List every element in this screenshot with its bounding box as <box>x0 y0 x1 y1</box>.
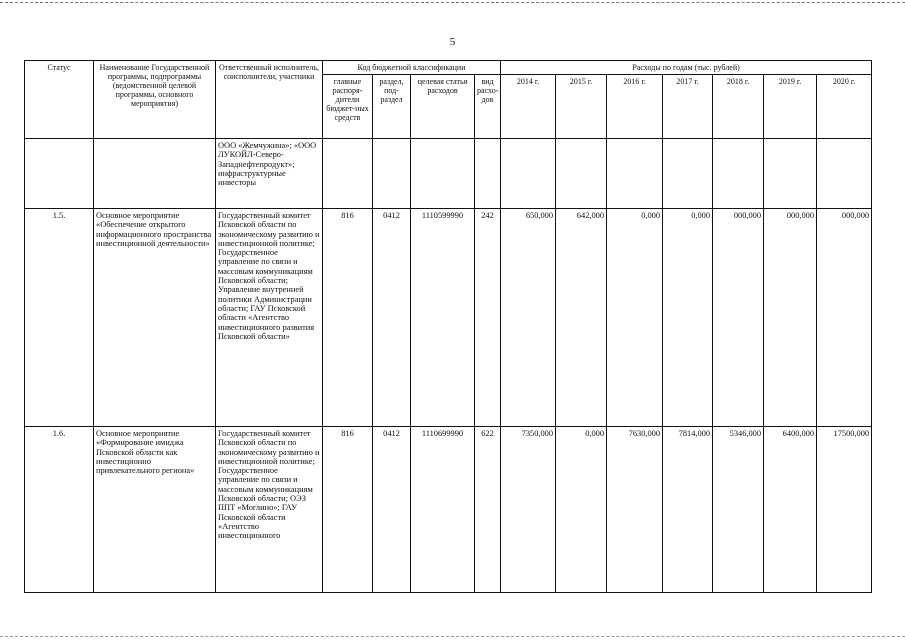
cell-year-value: 650,000 <box>501 209 556 427</box>
cell-year-value: 7350,000 <box>501 427 556 593</box>
header-year: 2016 г. <box>607 75 663 139</box>
header-year: 2019 г. <box>764 75 817 139</box>
cell-target: 1110699990 <box>411 427 475 593</box>
cell-grbs: 816 <box>323 209 373 427</box>
cell-year-value <box>501 139 556 209</box>
header-target: целевая статья расходов <box>411 75 475 139</box>
cell-year-value: 0,000 <box>663 209 713 427</box>
cell-type: 622 <box>475 427 501 593</box>
cell-year-value <box>607 139 663 209</box>
cell-year-value: 7814,000 <box>663 427 713 593</box>
cell-status: 1.6. <box>25 427 94 593</box>
cell-year-value <box>556 139 607 209</box>
header-status: Статус <box>25 61 94 139</box>
header-year: 2015 г. <box>556 75 607 139</box>
page-number: 5 <box>449 36 456 48</box>
cell-section: 0412 <box>373 209 411 427</box>
cell-status <box>25 139 94 209</box>
cell-year-value: 0,000 <box>556 427 607 593</box>
scan-edge-bottom <box>0 636 905 637</box>
cell-type <box>475 139 501 209</box>
cell-year-value <box>764 139 817 209</box>
cell-target: 1110599990 <box>411 209 475 427</box>
table-row <box>25 209 872 427</box>
cell-year-value <box>713 139 764 209</box>
cell-year-value: 642,000 <box>556 209 607 427</box>
header-responsible: Ответственный исполнитель, соисполнители, участники <box>216 61 323 139</box>
cell-name <box>94 139 216 209</box>
header-year: 2014 г. <box>501 75 556 139</box>
header-year: 2020 г. <box>817 75 872 139</box>
cell-responsible: ООО «Жемчужина»; «ООО ЛУКОЙЛ-Северо-Западнефтепродукт»; инфраструктурные инвесторы <box>216 139 323 209</box>
cell-year-value: 000,000 <box>817 209 872 427</box>
cell-grbs: 816 <box>323 427 373 593</box>
cell-target <box>411 139 475 209</box>
cell-year-value: 5346,000 <box>713 427 764 593</box>
table-row <box>25 139 872 209</box>
cell-year-value: 0,000 <box>607 209 663 427</box>
cell-year-value: 17500,000 <box>817 427 872 593</box>
header-name: Наименование Государственной программы, подпрограммы (ведомственной целевой программы, основного мероприятия) <box>94 61 216 139</box>
header-type: вид расхо-дов <box>475 75 501 139</box>
header-section: раздел, под-раздел <box>373 75 411 139</box>
table-row <box>25 427 872 593</box>
cell-status: 1.5. <box>25 209 94 427</box>
cell-section: 0412 <box>373 427 411 593</box>
header-expenses: Расходы по годам (тыс. рублей) <box>501 61 872 75</box>
scan-edge-top <box>0 2 905 3</box>
cell-year-value <box>663 139 713 209</box>
cell-year-value <box>817 139 872 209</box>
cell-section <box>373 139 411 209</box>
cell-responsible: Государственный комитет Псковской области по экономическому развитию и инвестиционной политике; Государственное управление по связи и массовым коммуникациям Псковской области; ОЭЗ ППТ «Моглино»; ГАУ Псковской области «Агентство инвестиционного <box>216 427 323 593</box>
cell-year-value: 000,000 <box>713 209 764 427</box>
budget-table <box>24 60 872 593</box>
cell-year-value: 000,000 <box>764 209 817 427</box>
header-grbs: главные распоря-дители бюджет-ных средств <box>323 75 373 139</box>
header-year: 2018 г. <box>713 75 764 139</box>
cell-name: Основное мероприятие «Формирование имиджа Псковской области как инвестиционно привлекательного региона» <box>94 427 216 593</box>
cell-type: 242 <box>475 209 501 427</box>
header-budget-code: Код бюджетной классификации <box>323 61 501 75</box>
header-year: 2017 г. <box>663 75 713 139</box>
cell-year-value: 6400,000 <box>764 427 817 593</box>
cell-name: Основное мероприятие «Обеспечение открытого информационного пространства инвестиционной деятельности» <box>94 209 216 427</box>
cell-year-value: 7630,000 <box>607 427 663 593</box>
cell-responsible: Государственный комитет Псковской области по экономическому развитию и инвестиционной политике; Государственное управление по связи и массовым коммуникациям Псковской области; Управление внутренней политики Администрации области; ГАУ Псковской области «Агентство инвестиционного развития Псковской области» <box>216 209 323 427</box>
cell-grbs <box>323 139 373 209</box>
